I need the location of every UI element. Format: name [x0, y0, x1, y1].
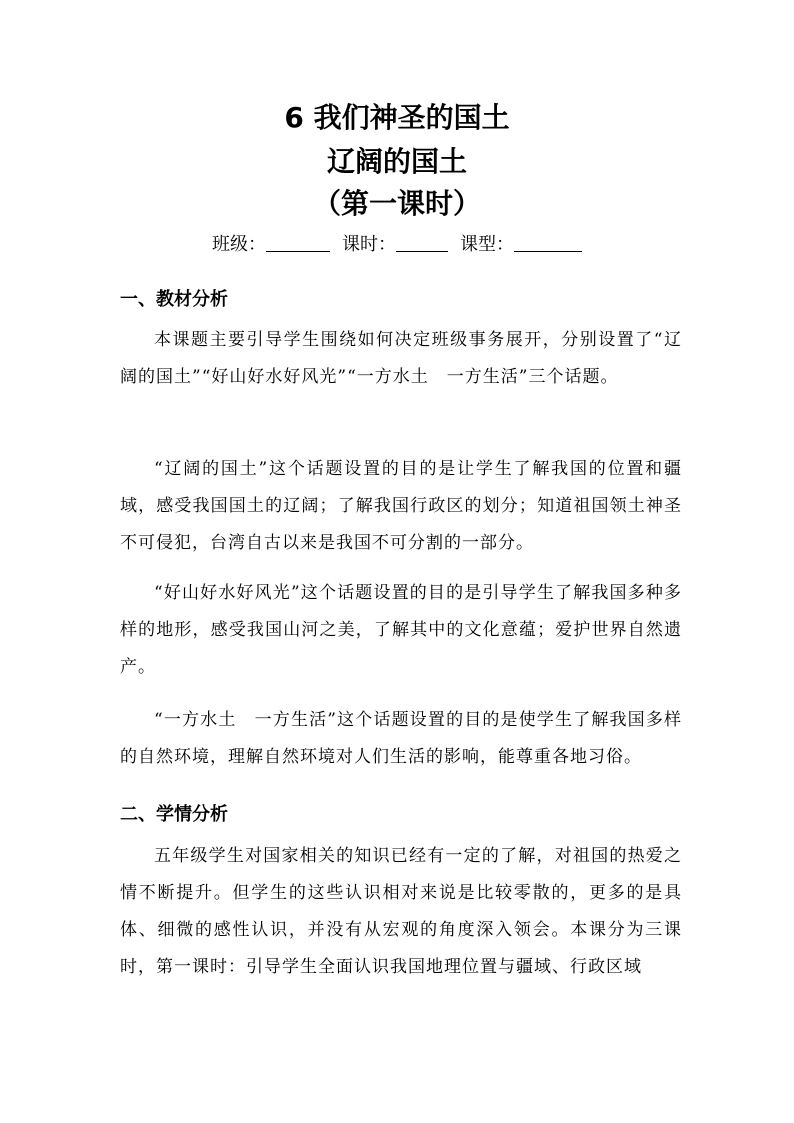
class-blank-field[interactable] — [266, 231, 330, 252]
class-info-line — [0, 230, 794, 260]
type-label: 课型： — [460, 234, 514, 255]
type-blank-field[interactable] — [514, 231, 582, 252]
period-label: 课时： — [342, 234, 396, 255]
paragraph: 本课题主要引导学生围绕如何决定班级事务展开，分别设置了“辽阔的国土”“好山好水好风光”“一方水土 一方生活”三个话题。 — [120, 330, 682, 387]
paragraph: “好山好水好风光”这个话题设置的目的是引导学生了解我国多种多样的地形，感受我国山河之美，了解其中的文化意蕴；爱护世界自然遗产。 — [120, 583, 682, 677]
paragraph: “一方水土 一方生活”这个话题设置的目的是使学生了解我国多样的自然环境，理解自然环境对人们生活的影响，能尊重各地习俗。 — [120, 710, 682, 767]
paragraph: “辽阔的国土”这个话题设置的目的是让学生了解我国的位置和疆域，感受我国国土的辽阔；了解我国行政区的划分；知道祖国领土神圣不可侵犯，台湾自古以来是我国不可分割的一部分。 — [120, 459, 682, 553]
class-label: 班级： — [212, 234, 266, 255]
section-heading-student-analysis: 二、学情分析 — [120, 804, 228, 825]
period-blank-field[interactable] — [396, 231, 448, 252]
lesson-title: 6 我们神圣的国土 — [284, 101, 510, 134]
paragraph: 五年级学生对国家相关的知识已经有一定的了解，对祖国的热爱之情不断提升。但学生的这些认识相对来说是比较零散的，更多的是具体、细微的感性认识，并没有从宏观的角度深入领会。本课分为三课时，第一课时：引导学生全面认识我国地理位置与疆域、行政区域 — [120, 846, 682, 977]
section-heading-textbook-analysis: 一、教材分析 — [120, 289, 228, 310]
lesson-period-note: （第一课时） — [312, 187, 481, 220]
lesson-subtitle: 辽阔的国土 — [326, 145, 467, 178]
